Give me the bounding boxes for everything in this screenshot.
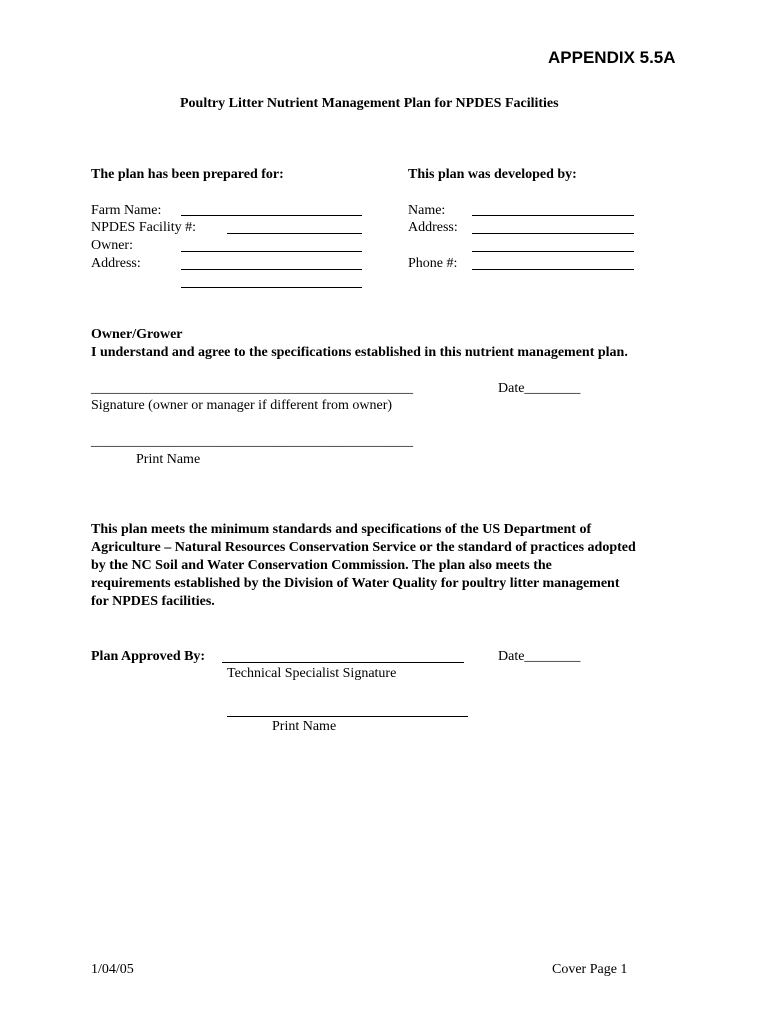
standards-line: This plan meets the minimum standards and specifications of the US Department of: [91, 522, 592, 537]
owner-field[interactable]: [181, 251, 362, 252]
facility-number-field[interactable]: [227, 233, 362, 234]
document-title: Poultry Litter Nutrient Management Plan for NPDES Facilities: [180, 96, 559, 111]
owner-date-field[interactable]: Date________: [498, 381, 581, 396]
owner-agreement-statement: I understand and agree to the specifications established in this nutrient management plan.: [91, 345, 628, 360]
address-label: Address:: [91, 256, 141, 271]
standards-line: requirements established by the Division of Water Quality for poultry litter management: [91, 576, 620, 591]
approval-date-field[interactable]: Date________: [498, 649, 581, 664]
address-field-2[interactable]: [181, 287, 362, 288]
developer-phone-field[interactable]: [472, 269, 634, 270]
address-field-1[interactable]: [181, 269, 362, 270]
owner-print-name-caption: Print Name: [136, 452, 201, 467]
farm-name-label: Farm Name:: [91, 203, 162, 218]
farm-name-field[interactable]: [181, 215, 362, 216]
developer-name-label: Name:: [408, 203, 446, 218]
standards-line: by the NC Soil and Water Conservation Commission. The plan also meets the: [91, 558, 552, 573]
approver-print-name-field[interactable]: [227, 716, 468, 717]
footer-date: 1/04/05: [91, 962, 134, 977]
developer-address-field-1[interactable]: [472, 233, 634, 234]
facility-label: NPDES Facility #:: [91, 220, 197, 235]
owner-print-name-line[interactable]: ______________________________________________: [91, 434, 413, 449]
approver-print-name-caption: Print Name: [272, 719, 337, 734]
developer-phone-label: Phone #:: [408, 256, 458, 271]
appendix-label: APPENDIX 5.5A: [548, 48, 676, 67]
plan-approved-label: Plan Approved By:: [91, 649, 206, 664]
developer-address-field-2[interactable]: [472, 251, 634, 252]
owner-grower-heading: Owner/Grower: [91, 327, 183, 342]
technical-specialist-caption: Technical Specialist Signature: [227, 666, 397, 681]
developer-address-label: Address:: [408, 220, 458, 235]
standards-line: for NPDES facilities.: [91, 594, 215, 609]
approver-signature-field[interactable]: [222, 662, 464, 663]
standards-line: Agriculture – Natural Resources Conservation Service or the standard of practices adopted: [91, 540, 636, 555]
standards-paragraph: [91, 521, 691, 611]
developer-name-field[interactable]: [472, 215, 634, 216]
footer-page-number: Cover Page 1: [552, 962, 628, 977]
owner-signature-caption: Signature (owner or manager if different from owner): [91, 398, 393, 413]
prepared-for-heading: The plan has been prepared for:: [91, 167, 284, 182]
developed-by-heading: This plan was developed by:: [408, 167, 577, 182]
owner-label: Owner:: [91, 238, 133, 253]
owner-signature-line[interactable]: ______________________________________________: [91, 381, 413, 396]
